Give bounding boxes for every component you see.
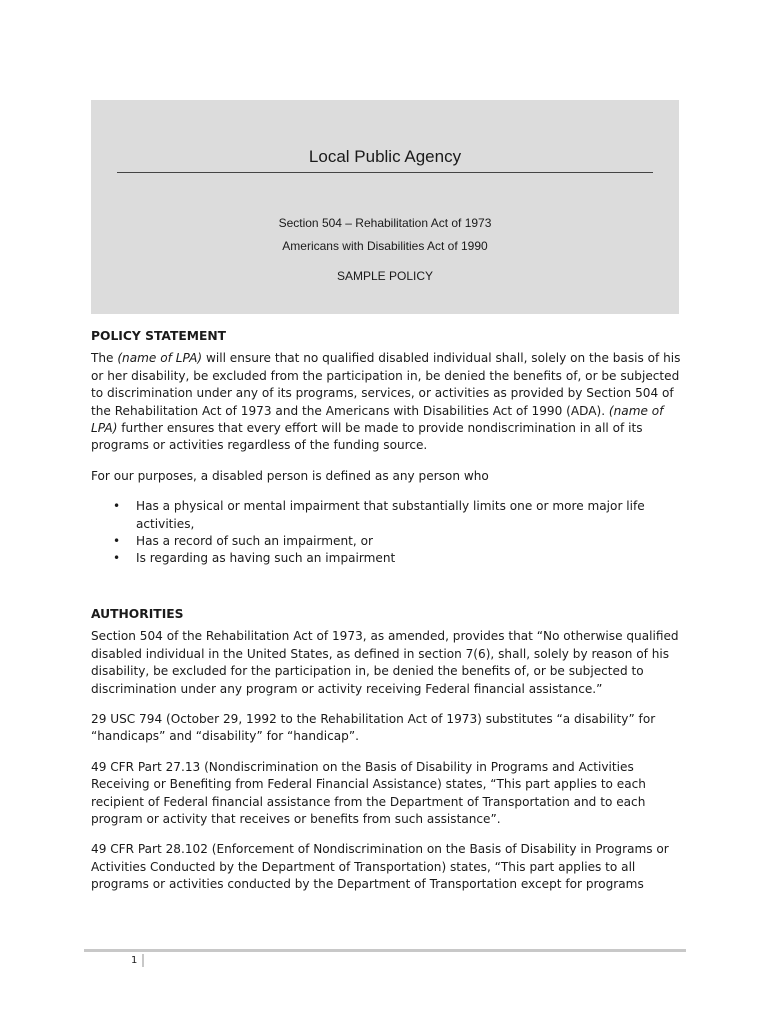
lpa-name-placeholder-1: (name of LPA) <box>117 351 203 366</box>
bullet-glyph: • <box>113 499 121 514</box>
document-header-box <box>91 100 679 314</box>
list-item <box>91 498 683 533</box>
authorities-heading: AUTHORITIES <box>91 606 184 621</box>
document-body <box>91 328 683 907</box>
policy-paragraph-1 <box>91 350 683 454</box>
list-item-text: Is regarding as having such an impairment <box>136 551 396 566</box>
policy-text-2: will ensure that no qualified disabled individual shall, solely on the basis of his or her disability, be excluded from the participation in, be denied the benefits of, or be subjected to discrimination under any of its programs, services, or activities as provided by Section 504 of the Rehabilitation Act of 1973 and the Americans with Disabilities Act of 1990 (ADA). <box>91 351 681 418</box>
disability-definition-list <box>91 498 683 568</box>
authorities-paragraph: 49 CFR Part 27.13 (Nondiscrimination on the Basis of Disability in Programs and Activities Receiving or Benefiting from Federal Financial Assistance) states, “This part applies to each recipient of Federal financial assistance from the Department of Transportation and to each program or activity that receives or benefits from such assistance”. <box>91 759 646 826</box>
page-number: 1 <box>131 954 144 967</box>
authorities-paragraph: 29 USC 794 (October 29, 1992 to the Rehabilitation Act of 1973) substitutes “a disability” for “handicaps” and “disability” for “handicap”. <box>91 711 656 744</box>
title-underline-rule <box>117 172 653 173</box>
agency-title: Local Public Agency <box>308 147 462 166</box>
policy-text-3: further ensures that every effort will be made to provide nondiscrimination in all of its programs or activities regardless of the funding source. <box>91 421 643 453</box>
list-item <box>91 550 683 567</box>
list-item-text: Has a physical or mental impairment that substantially limits one or more major life activities, <box>136 499 645 531</box>
lpa-name-placeholder-2: (name of LPA) <box>91 403 664 436</box>
bullet-glyph: • <box>113 551 121 566</box>
sample-policy-label: SAMPLE POLICY <box>336 269 434 283</box>
authorities-paragraph: 49 CFR Part 28.102 (Enforcement of Nondiscrimination on the Basis of Disability in Programs or Activities Conducted by the Department of Transportation) states, “This part applies to all programs or activities conducted by the Department of Transportation except for programs <box>91 842 669 892</box>
policy-text-1: The <box>91 351 118 366</box>
ada-subtitle: Americans with Disabilities Act of 1990 <box>282 239 488 253</box>
policy-statement-heading: POLICY STATEMENT <box>91 329 227 343</box>
list-item <box>91 533 683 550</box>
section-504-subtitle: Section 504 – Rehabilitation Act of 1973 <box>278 216 492 230</box>
policy-paragraph-2: For our purposes, a disabled person is defined as any person who <box>91 468 489 483</box>
list-item-text: Has a record of such an impairment, or <box>136 534 373 549</box>
authorities-paragraph: Section 504 of the Rehabilitation Act of 1973, as amended, provides that “No otherwise qualified disabled individual in the United States, as defined in section 7(6), shall, solely by reason of his disability, be excluded for the participation in, be denied the benefits of, or be subjected to discrimination under any program or activity receiving Federal financial assistance.” <box>91 629 679 696</box>
footer-rule <box>84 949 686 952</box>
bullet-glyph: • <box>113 534 121 549</box>
